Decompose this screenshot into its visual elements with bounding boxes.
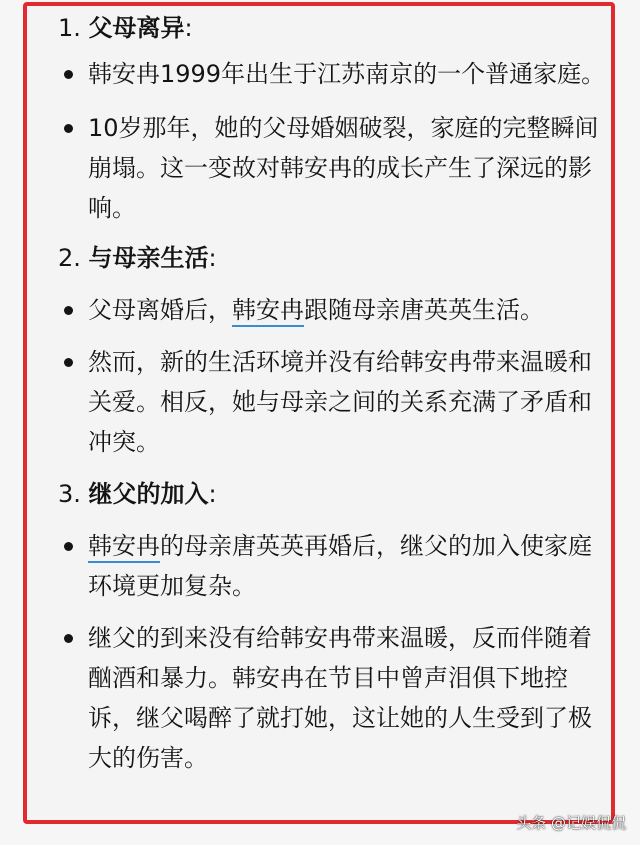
bullet-dot-icon [64, 634, 73, 643]
list-item [58, 526, 606, 606]
text-segment: 的母亲唐英英再婚后，继父的加入使家庭环境更加复杂。 [88, 532, 592, 600]
section-colon: : [208, 480, 217, 508]
bullet-dot-icon [64, 542, 73, 551]
section-colon: : [208, 244, 217, 272]
list-item [58, 342, 606, 462]
section-colon: : [184, 14, 193, 42]
list-item [58, 290, 606, 330]
section-number: 2. [58, 244, 81, 272]
section-heading-1 [58, 8, 606, 48]
list-item-text: 继父的到来没有给韩安冉带来温暖，反而伴随着酗酒和暴力。韩安冉在节目中曾声泪俱下地控诉，继父喝醉了就打她，这让她的人生受到了极大的伤害。 [88, 624, 592, 772]
section-title: 与母亲生活 [88, 244, 209, 272]
text-segment: 跟随母亲唐英英生活。 [304, 296, 544, 324]
section-title: 父母离异 [88, 14, 185, 42]
person-link[interactable]: 韩安冉 [232, 296, 304, 327]
bullet-dot-icon [64, 70, 73, 79]
list-item [58, 108, 606, 228]
list-item-text: 然而，新的生活环境并没有给韩安冉带来温暖和关爱。相反，她与母亲之间的关系充满了矛盾和冲突。 [88, 348, 592, 456]
watermark-label: 头条 @记娱侃侃 [516, 814, 626, 832]
section-heading-2 [58, 238, 606, 278]
section-title: 继父的加入 [88, 480, 209, 508]
bullet-dot-icon [64, 306, 73, 315]
section-number: 1. [58, 14, 81, 42]
text-segment: 父母离婚后， [88, 296, 232, 324]
list-item-text [88, 526, 606, 606]
bullet-dot-icon [64, 358, 73, 367]
list-item [58, 618, 606, 778]
list-item-text: 韩安冉1999年出生于江苏南京的一个普通家庭。 [88, 60, 606, 88]
person-link[interactable]: 韩安冉 [88, 532, 160, 563]
article-content [58, 8, 606, 778]
list-item-text: 10岁那年，她的父母婚姻破裂，家庭的完整瞬间崩塌。这一变故对韩安冉的成长产生了深远的影响。 [88, 114, 599, 222]
section-number: 3. [58, 480, 81, 508]
list-item [58, 54, 606, 94]
bullet-dot-icon [64, 124, 73, 133]
list-item-text [88, 290, 606, 330]
section-heading-3 [58, 474, 606, 514]
